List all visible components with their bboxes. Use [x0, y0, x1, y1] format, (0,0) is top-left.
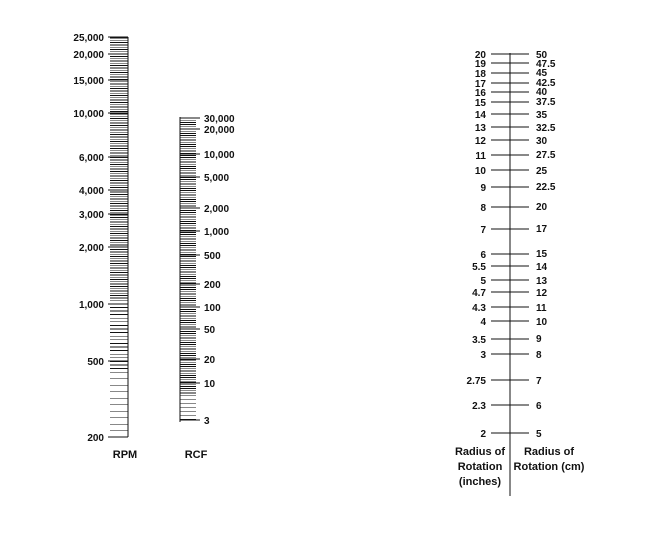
rpm-minor-ticks [110, 38, 128, 431]
radius-inch-label: 9 [480, 183, 486, 194]
radius-inch-label: 13 [474, 123, 486, 134]
rcf-tick-label: 50 [204, 325, 216, 336]
radius-inch-label: 8 [480, 203, 486, 214]
rpm-tick-label: 2,000 [78, 243, 104, 254]
radius-cm-label: 9 [536, 334, 542, 345]
radius-cm-label: 50 [536, 50, 548, 61]
radius-inch-label: 3 [480, 350, 486, 361]
radius-cm-labels [536, 50, 556, 440]
rpm-tick-label: 1,000 [78, 300, 104, 311]
radius-inch-label: 11 [475, 151, 486, 162]
radius-cm-label: 32.5 [536, 123, 556, 134]
radius-inch-label: 15 [474, 98, 486, 109]
radius-cm-label: 42.5 [536, 78, 556, 89]
radius-cm-label: 12 [536, 288, 548, 299]
rcf-tick-label: 100 [204, 303, 221, 314]
radius-cm-label: 6 [536, 401, 542, 412]
radius-cm-label: 10 [536, 317, 548, 328]
rcf-tick-label: 500 [204, 251, 221, 262]
radius-inch-label: 2 [480, 429, 486, 440]
radius-inch-label: 2.3 [472, 401, 486, 412]
rcf-tick-label: 30,000 [204, 114, 235, 125]
radius-cm-label: 37.5 [536, 97, 556, 108]
rcf-tick-label: 3 [204, 416, 210, 427]
radius-cm-caption-line: Radius of [523, 446, 575, 458]
rcf-tick-label: 1,000 [204, 227, 230, 238]
rcf-scale [180, 114, 235, 461]
rpm-tick-label: 6,000 [78, 153, 104, 164]
rcf-tick-label: 2,000 [204, 204, 230, 215]
radius-cm-label: 27.5 [536, 150, 556, 161]
rpm-tick-labels [73, 33, 104, 444]
radius-cm-label: 13 [536, 276, 548, 287]
radius-cm-label: 17 [536, 224, 548, 235]
rcf-tick-labels [204, 114, 235, 427]
rcf-major-ticks [180, 118, 200, 420]
rcf-tick-label: 200 [204, 280, 221, 291]
radius-cm-label: 5 [536, 429, 542, 440]
radius-inches-caption [455, 446, 505, 488]
radius-cm-caption [514, 446, 585, 473]
rcf-minor-ticks [180, 118, 196, 419]
radius-cm-label: 30 [536, 136, 548, 147]
radius-cm-label: 25 [536, 166, 548, 177]
rpm-tick-label: 10,000 [73, 109, 104, 120]
rpm-tick-label: 500 [87, 357, 104, 368]
radius-inch-label: 19 [474, 59, 486, 70]
rpm-caption: RPM [112, 449, 138, 461]
radius-inch-labels [467, 50, 487, 440]
rcf-tick-label: 10,000 [204, 150, 235, 161]
radius-inch-label: 5 [480, 276, 486, 287]
rpm-tick-label: 20,000 [73, 50, 104, 61]
radius-inch-label: 5.5 [472, 262, 486, 273]
radius-cm-label: 22.5 [536, 182, 556, 193]
radius-inch-label: 16 [474, 88, 486, 99]
rcf-tick-label: 10 [204, 379, 216, 390]
radius-cm-label: 47.5 [536, 59, 556, 70]
radius-inches-caption-line: Rotation [457, 461, 503, 473]
radius-inches-caption-line: Radius of [454, 446, 506, 458]
radius-cm-label: 11 [536, 303, 547, 314]
radius-inch-label: 17 [474, 79, 486, 90]
radius-inch-label: 14 [474, 110, 486, 121]
radius-inch-label: 4 [480, 317, 486, 328]
radius-inch-label: 7 [480, 225, 486, 236]
radius-inch-label: 4.3 [472, 303, 486, 314]
rcf-tick-label: 20,000 [204, 125, 235, 136]
radius-inch-label: 18 [474, 69, 486, 80]
radius-inch-label: 6 [480, 250, 486, 261]
rpm-tick-label: 3,000 [78, 210, 104, 221]
radius-cm-label: 14 [536, 262, 548, 273]
radius-cm-label: 35 [536, 110, 548, 121]
rpm-tick-label: 200 [87, 433, 104, 444]
radius-cm-caption-line: Rotation (cm) [513, 461, 585, 473]
radius-cm-label: 40 [536, 87, 548, 98]
radius-inch-label: 2.75 [466, 376, 486, 387]
radius-inch-label: 10 [474, 166, 486, 177]
rcf-tick-label: 5,000 [204, 173, 230, 184]
rpm-tick-label: 25,000 [73, 33, 104, 44]
radius-inch-label: 12 [474, 136, 486, 147]
radius-cm-label: 15 [536, 249, 548, 260]
rcf-tick-label: 20 [204, 355, 216, 366]
rpm-scale [73, 33, 137, 461]
radius-inch-label: 20 [474, 50, 486, 61]
rpm-tick-label: 15,000 [73, 76, 104, 87]
radius-cm-label: 7 [536, 376, 542, 387]
radius-cm-label: 20 [536, 202, 548, 213]
radius-inch-label: 3.5 [472, 335, 486, 346]
radius-inches-caption-line: (inches) [458, 476, 502, 488]
radius-cm-label: 45 [536, 68, 548, 79]
rcf-caption: RCF [184, 449, 208, 461]
radius-scale [455, 50, 585, 496]
radius-inch-label: 4.7 [472, 288, 486, 299]
rpm-major-ticks [108, 37, 128, 437]
rpm-tick-label: 4,000 [78, 186, 104, 197]
radius-cm-label: 8 [536, 350, 542, 361]
